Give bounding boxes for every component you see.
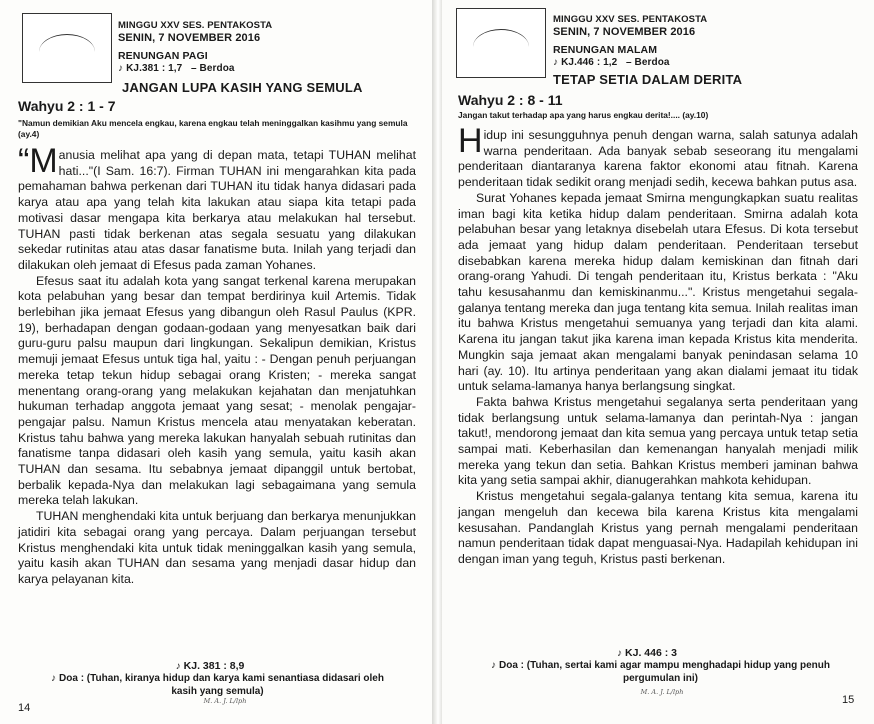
church-logo	[22, 13, 112, 83]
paragraph: “Manusia melihat apa yang di depan mata, tetapi TUHAN melihat hati..."(I Sam. 16:7). Firman TUHAN ini mengarahkan kita pada pemahaman bahwa perkenan dari TUHAN itu tidak hanya didasari pada karya atau apa yang telah kita lakukan atau siapa kita tetapi pada motivasi dasar mengapa kita berkarya atau melakukan hal tersebut. TUHAN pasti tidak berkenan atas segala sesuatu yang dilakukan sekedar rutinitas atau atas dasar fanatisme buta. Inilah yang terjadi dan dilakukan oleh jemaat di Efesus pada zaman Yohanes.	[18, 142, 416, 272]
right-header	[553, 14, 707, 69]
lead-verse: Jangan takut terhadap apa yang harus engkau derita!.... (ay.10)	[458, 110, 709, 120]
paragraph: Efesus saat itu adalah kota yang sangat terkenal karena merupakan kota pelabuhan yang besar dan tempat berdirinya kuil Artemis. Tidak berlebihan jika jemaat Efesus yang dibangun oleh Rasul Paulus (KPR. 19), berhadapan dengan godaan-godaan yang menyesatkan baik dari guru-guru palsu maupun dari lingkungan. Sekalipun demikian, Kristus memuji jemaat Efesus untuk tiga hal, yaitu : - Dengan penuh perjuangan mereka tetap tekun hidup sebagai orang Kristen; - mereka sangat menentang orang-orang yang melakukan kejahatan dan menjatuhkan hukuman terhadap anggota jemaat yang sesat; - menolak pengajar-pengajar palsu. Namun Kristus mencela atau menyatakan keberatan. Kristus tahu bahwa yang mereka lakukan hanyalah sebuah rutinitas dan fanatisme tanpa didasari oleh kasih yang semula, yaitu kasih akan TUHAN dan sesama. Itu sebabnya jemaat dipanggil untuk bertobat, berbalik kepada-Nya dan melakukan lagi sebagaimana yang semula mereka telah lakukan.	[18, 273, 416, 508]
music-note-icon: ♪	[491, 660, 496, 671]
left-page	[0, 0, 432, 724]
prayer-line: pergumulan ini)	[623, 672, 698, 684]
hymn-ref: KJ.446 : 1,2	[561, 57, 618, 68]
paragraph: Hidup ini sesungguhnya penuh dengan warna, salah satunya adalah warna penderitaan. Ada banyak sebab seseorang itu mengalami penderitaan diantaranya karena faktor ekonomi atau fitnah. Karena penderitaan tidak sedikit orang menjadi sedih, kecewa bahkan putus asa.	[458, 122, 858, 190]
week-label: MINGGU XXV SES. PENTAKOSTA	[553, 14, 708, 25]
page-number: 15	[842, 694, 855, 706]
logo-arc	[473, 29, 529, 47]
renungan-label: RENUNGAN PAGI	[118, 50, 208, 62]
scripture-passage: Wahyu 2 : 1 - 7	[18, 98, 116, 114]
paragraph: Kristus mengetahui segala-galanya tentang kita semua, karena itu jangan mengeluh dan kecewa bila karena Kristus kita mengalami kesusahan. Pandanglah Kristus yang pernah mengalami penderitaan namun penderitaan tidak dapat menguasai-Nya. Hadapilah kehidupan ini dengan iman yang teguh, Kristus pasti berkenan.	[458, 489, 858, 566]
date-label: SENIN, 7 NOVEMBER 2016	[553, 26, 696, 38]
paragraph: TUHAN menghendaki kita untuk berjuang dan berkarya menunjukkan jatidiri kita sebagai orang yang percaya. Dalam perjuangan tersebut Kristus menghendaki kita untuk tidak meninggalkan kasih yang semula, yaitu kasih akan TUHAN dan sesama yang menjadi dasar hidup dan karya pelayanan kita.	[18, 509, 416, 586]
dropcap: H	[458, 122, 483, 160]
prayer	[20, 673, 415, 698]
renungan-label: RENUNGAN MALAM	[553, 44, 658, 56]
week-label: MINGGU XXV SES. PENTAKOSTA	[118, 20, 273, 31]
hymn-ref: KJ.381 : 1,7	[126, 63, 183, 74]
scripture-passage: Wahyu 2 : 8 - 11	[458, 92, 563, 108]
music-note-icon: ♪	[617, 648, 623, 659]
music-note-icon: ♪	[553, 57, 559, 68]
devotion-title: TETAP SETIA DALAM DERITA	[553, 72, 743, 87]
devotion-body	[18, 142, 416, 588]
book-gutter	[432, 0, 442, 724]
prayer	[458, 660, 863, 685]
left-header	[118, 20, 272, 75]
author-signature: M. A. J. L/lph	[640, 688, 684, 696]
author-signature: M. A. J. L/lph	[203, 697, 247, 705]
prayer-line: ♪ Doa : (Tuhan, sertai kami agar mampu menghadapi hidup yang penuh	[491, 660, 830, 671]
paragraph: Fakta bahwa Kristus mengetahui segalanya serta penderitaan yang tidak berlangsung untuk selama-lamanya dan perintah-Nya : jangan takut!, mendorong jemaat dan kita semua yang percaya untuk tetap setia sampai mati. Keberhasilan dan kemenangan hanyalah menjadi milik mereka yang tekun dan setia. Bahkan Kristus memberi jaminan bahwa kita yang setia sampai akhir, dianugerahkan mahkota kehidupan.	[458, 394, 858, 488]
prayer-line: ♪ Doa : (Tuhan, kiranya hidup dan karya kami senantiasa didasari oleh	[51, 673, 384, 684]
hymn-use: – Berdoa	[625, 57, 670, 68]
footer-hymn: ♪ KJ. 381 : 8,9	[175, 660, 245, 672]
page-number: 14	[18, 702, 31, 714]
hymn-line	[553, 57, 707, 69]
music-note-icon: ♪	[118, 63, 124, 74]
hymn-line	[118, 63, 272, 75]
paragraph: Surat Yohanes kepada jemaat Smirna mengungkapkan suatu realitas iman bagi kita ketika hidup dalam penderitaan. Smirna adalah kota pelabuhan besar yang letaknya disebelah utara Efesus. Di kota tersebut ada jemaat yang hidup dalam penderitaan. Penderitaan tersebut disebabkan karena mereka hidup dalam kemiskinan dan fitnah dari orang-orang Yahudi. Di tengah penderitaan itu, Kristus berkata : "Aku tahu kesusahanmu dan kemiskinanmu...". Kristus mengetahui segala-galanya tentang mereka dan juga tentang kita semua. Inilah realitas iman itu bahwa Kristus mengetahui semuanya yang terjadi dan kita alami. Karena itu jangan takut jika karena iman kepada Kristus kita menderita. Mungkin saja jemaat akan mengalami banyak penindasan selama 10 hari (ay. 10). Itu artinya penderitaan yang akan dialami jemaat itu tidak untuk selama-lamanya hanya berlangsung singkat.	[458, 190, 858, 394]
lead-verse: "Namun demikian Aku mencela engkau, karena engkau telah meninggalkan kasihmu yang semula (ay.4)	[18, 118, 408, 139]
prayer-line: kasih yang semula)	[171, 685, 264, 697]
footer-hymn: ♪ KJ. 446 : 3	[617, 647, 677, 659]
right-page	[442, 0, 874, 724]
devotion-body	[458, 122, 858, 568]
logo-arc	[39, 34, 95, 52]
church-logo	[456, 8, 546, 78]
hymn-use: – Berdoa	[190, 63, 235, 74]
devotion-title: JANGAN LUPA KASIH YANG SEMULA	[122, 80, 363, 95]
music-note-icon: ♪	[175, 661, 181, 672]
music-note-icon: ♪	[51, 673, 57, 684]
date-label: SENIN, 7 NOVEMBER 2016	[118, 32, 261, 44]
dropcap: “M	[18, 142, 58, 180]
